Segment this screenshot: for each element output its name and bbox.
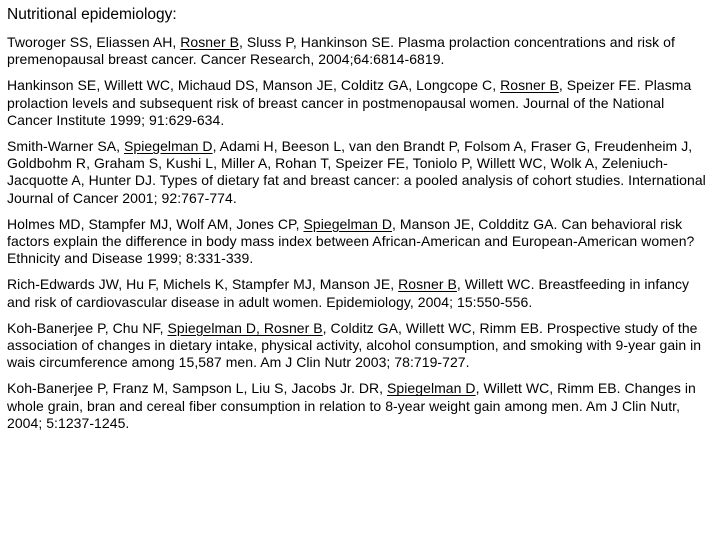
reference-item bbox=[7, 276, 712, 310]
reference-item bbox=[7, 320, 712, 372]
reference-item bbox=[7, 77, 712, 129]
reference-item bbox=[7, 34, 712, 68]
reference-list bbox=[7, 34, 712, 432]
reference-item bbox=[7, 216, 712, 268]
reference-text: , Willett WC, Rimm EB. Changes in whole grain, bran and cereal fiber consumption in relation to 8-year weight gain among men. Am J Clin Nutr, 2004; 5:1237-1245. bbox=[7, 380, 696, 431]
reference-authors-before: Smith-Warner SA, bbox=[7, 138, 125, 155]
reference-text: , Sluss P, Hankinson SE. Plasma prolaction concentrations and risk of premenopausal breast cancer. Cancer Research, 2004;64:6814-6819. bbox=[7, 34, 675, 68]
reference-authors-before: Hankinson SE, Willett WC, Michaud DS, Manson JE, Colditz GA, Longcope C, bbox=[7, 77, 501, 94]
highlighted-author: Rosner B bbox=[180, 34, 240, 50]
reference-authors-before: Rich-Edwards JW, Hu F, Michels K, Stampfer MJ, Manson JE, bbox=[7, 276, 399, 293]
highlighted-author: Rosner B bbox=[398, 276, 457, 293]
reference-item bbox=[7, 138, 712, 207]
reference-item bbox=[7, 380, 712, 432]
reference-authors-before: Koh-Banerjee P, Chu NF, bbox=[7, 319, 168, 336]
reference-text: , Speizer FE. Plasma prolaction levels and subsequent risk of breast cancer in postmenopausal women. Journal of the National Cancer Institute 1999; 91:629-634. bbox=[7, 77, 692, 128]
reference-text: , Colditz GA, Willett WC, Rimm EB. Prospective study of the association of changes in dietary intake, physical activity, alcohol consumption, and smoking with 9-year gain in wais circumference among 15,587 men. Am J Clin Nutr 2003; 78:719-727. bbox=[7, 319, 702, 371]
highlighted-author: Spiegelman D, Rosner B bbox=[167, 319, 323, 336]
reference-text: , Willett WC. Breastfeeding in infancy and risk of cardiovascular disease in adult women. Epidemiology, 2004; 15:550-556. bbox=[7, 276, 690, 310]
highlighted-author: Spiegelman D bbox=[124, 138, 213, 155]
reference-authors-before: Tworoger SS, Eliassen AH, bbox=[7, 34, 181, 50]
reference-authors-before: Holmes MD, Stampfer MJ, Wolf AM, Jones CP, bbox=[7, 215, 304, 232]
reference-authors-before: Koh-Banerjee P, Franz M, Sampson L, Liu S, Jacobs Jr. DR, bbox=[7, 380, 388, 397]
reference-text: , Adami H, Beeson L, van den Brandt P, Folsom A, Fraser G, Freudenheim J, Goldbohm R, Graham S, Kushi L, Miller A, Rohan T, Speizer FE, Toniolo P, Willett WC, Wolk A, Zeleniuch-Jacquotte A, Hunter DJ. Types of dietary fat and breast cancer: a pooled analysis of cohort studies. International Journal of Cancer 2001; 92:767-774. bbox=[7, 138, 706, 206]
page-title: Nutritional epidemiology: bbox=[7, 6, 177, 23]
reference-text: , Manson JE, Coldditz GA. Can behavioral risk factors explain the difference in body mass index between African-American and European-American women? Ethnicity and Disease 1999; 8:331-339. bbox=[7, 215, 695, 267]
highlighted-author: Spiegelman D bbox=[387, 380, 476, 397]
highlighted-author: Spiegelman D bbox=[303, 215, 393, 232]
highlighted-author: Rosner B bbox=[500, 77, 559, 94]
